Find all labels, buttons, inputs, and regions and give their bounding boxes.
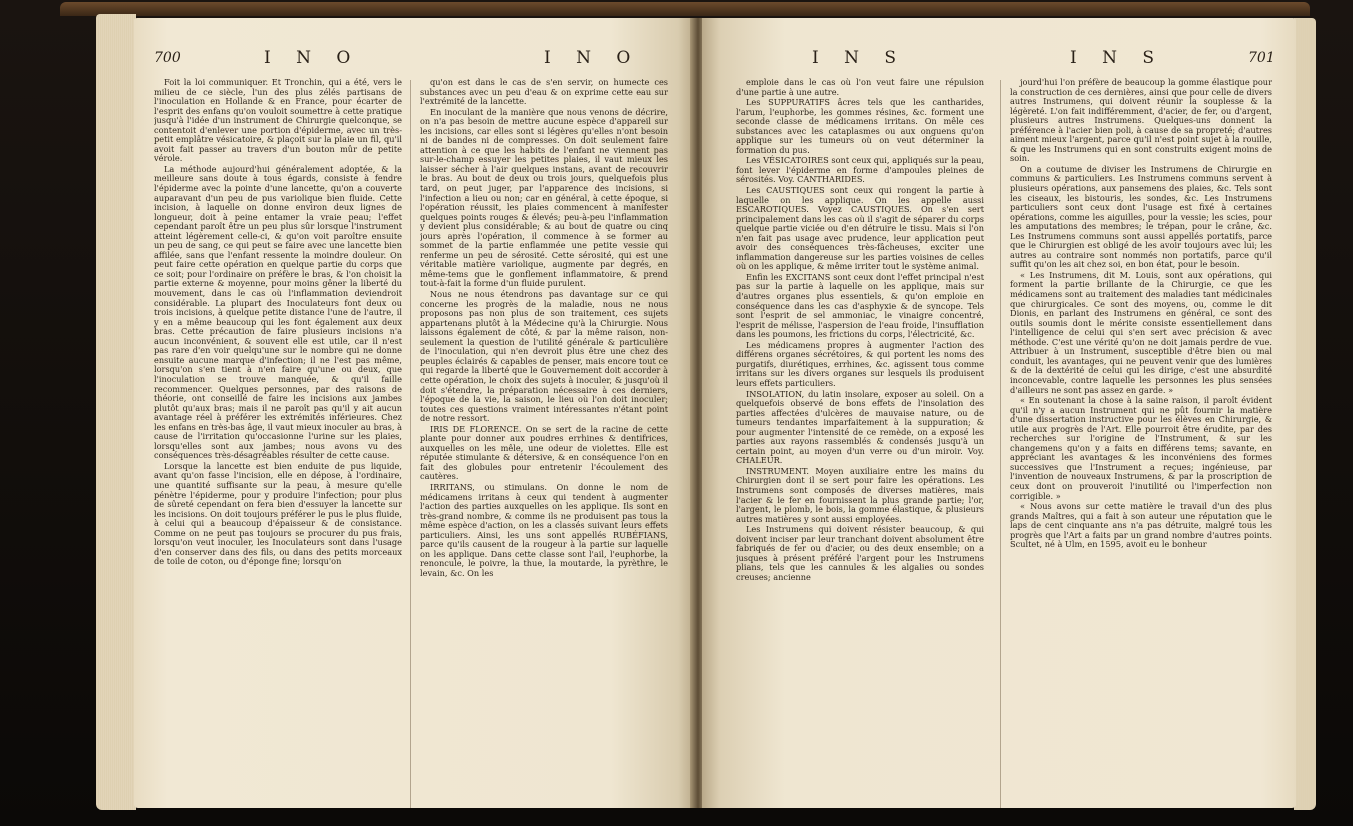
left-column-2 [420, 78, 668, 808]
running-head-left-1: I N O [264, 48, 361, 68]
right-page-header [702, 48, 1296, 70]
paragraph: qu'on est dans le cas de s'en servir, on humecte ces substances avec un peu d'eau & on exprime cette eau sur l'extrémité de la lancette. [420, 78, 668, 107]
running-head-left-2: I N O [544, 48, 641, 68]
paragraph: IRIS DE FLORENCE. On se sert de la racine de cette plante pour donner aux poudres errhines & dentifrices, auxquelles on les mêle, une odeur de violettes. Elle est réputée stimulante & détersive, & en conséquence l'on en fait des globules pour entretenir l'écoulement des cautères. [420, 423, 668, 482]
paragraph: INSTRUMENT. Moyen auxiliaire entre les mains du Chirurgien dont il se sert pour faire les opérations. Les Instrumens sont composés de diverses matières, mais l'acier & le fer en fournissent la plus grande partie; l'or, l'argent, le plomb, le bois, la gomme élastique, & plusieurs autres matières y sont aussi employées. [736, 465, 984, 524]
paragraph: Les CAUSTIQUES sont ceux qui rongent la partie à laquelle on les applique. On les appelle aussi ESCAROTIQUES. Voyez CAUSTIQUES. On s'en sert principalement dans les cas où il s'agit de séparer du corps quelque partie viciée ou d'en détruire le tissu. Mais si l'on n'en fait pas usage avec prudence, leur application peut avoir des conséquences très-fâcheuses, exciter une inflammation dangereuse sur les parties voisines de celles où on les applique, & même irriter tout le système animal. [736, 185, 984, 272]
paragraph: « Les Instrumens, dit M. Louis, sont aux opérations, qui forment la partie brillante de la Chirurgie, ce que les médicamens sont au traitement des maladies tant médicinales que chirurgicales. Ce sont des moyens, ou, comme le dit Dionis, en parlant des Instrumens en général, ce sont des outils soumis dont le mérite consiste essentiellement dans l'intelligence de celui qui s'en sert avec précision & avec méthode. C'est une vérité qu'on ne doit jamais perdre de vue. Attribuer à un Instrument, susceptible d'être bien ou mal conduit, les avantages, qui ne peuvent venir que des lumières & de la dextérité de celui qui les dirige, c'est une absurdité inconcevable, contre laquelle les personnes les plus sensées d'ailleurs ne sont pas assez en garde. » [1010, 269, 1272, 395]
paragraph: Les SUPPURATIFS âcres tels que les cantharides, l'arum, l'euphorbe, les gommes résines, &c. forment une seconde classe de médicamens irritans. On mêle ces substances avec les cataplasmes ou aux onguens qu'on applique sur les tumeurs où on veut déterminer la formation du pus. [736, 97, 984, 155]
running-head-right-1: I N S [812, 48, 907, 68]
left-column-1 [154, 78, 402, 808]
paragraph: En inoculant de la manière que nous venons de décrire, on n'a pas besoin de mettre aucune espèce d'appareil sur les incisions, car elles sont si légères qu'elles n'ont besoin ni de bandes ni de compresses. On doit seulement faire attention à ce que les habits de l'enfant ne viennent pas sur-le-champ essuyer les petites plaies, il vaut mieux les laisser sécher à l'air quelques instans, avant de recouvrir le bras. Au bout de deux ou trois jours, quelquefois plus tard, on peut juger, par l'apparence des incisions, si l'infection a lieu ou non; car en général, à cette époque, si l'opération réussit, les plaies commencent à manifester quelques points rouges & élevés; peu-à-peu l'inflammation y devient plus considérable; & au bout de quatre ou cinq jours après l'opération, il commence à se former au sommet de la partie enflammée une petite vessie qui renferme un peu de sérosité. Cette sérosité, qui est une véritable matière variolique, augmente par degrés, en même-tems que le gonflement inflammatoire, & prend tout-à-fait la forme d'un fluide purulent. [420, 106, 668, 289]
running-head-right-2: I N S [1070, 48, 1165, 68]
column-rule-left [410, 80, 411, 808]
paragraph: Lorsque la lancette est bien enduite de pus liquide, avant qu'on fasse l'incision, elle en dépose, à l'ordinaire, une quantité suffisante sur la peau, à mesure qu'elle pénètre l'épiderme, pour y produire l'infection; pour plus de sûreté cependant on fera bien d'essuyer la lancette sur les incisions. On doit toujours préférer le pus le plus fluide, à celui qui a beaucoup d'épaisseur & de consistance. Comme on ne peut pas toujours se procurer du pus frais, lorsqu'on veut inoculer, les Inoculateurs sont dans l'usage d'en conserver dans des fils, ou dans des petits morceaux de toile de coton, ou d'éponge fine; lorsqu'on [154, 460, 402, 567]
left-page-stack [96, 14, 136, 810]
right-column-1 [736, 78, 984, 808]
paragraph: jourd'hui l'on préfère de beaucoup la gomme élastique pour la construction de ces dernières, ainsi que pour celle de divers autres Instrumens, qui doivent réunir la souplesse & la légèreté. L'on fait indifféremment, d'acier, de fer, ou d'argent, plusieurs autres Instrumens. Quelques-uns donnent la préférence à l'acier bien poli, à cause de sa propreté; d'autres aiment mieux l'argent, parce qu'il n'est point sujet à la rouille, & que les Instrumens qui en sont construits exigent moins de soin. [1010, 78, 1272, 164]
book-cover-edge [60, 2, 1310, 16]
paragraph: Les Instrumens qui doivent résister beaucoup, & qui doivent inciser par leur tranchant doivent absolument être fabriqués de fer ou d'acier, ou des deux ensemble; on a jusques à présent préféré l'argent pour les Instrumens plians, tels que les cannules & les algalies ou sondes creuses; ancienne [736, 524, 984, 582]
page-number-right: 701 [1248, 50, 1275, 66]
paragraph: Les médicamens propres à augmenter l'action des différens organes sécrétoires, & qui portent les noms des purgatifs, diurétiques, errhines, &c. agissent tous comme irritans sur les divers organes sur lesquels ils produisent leurs effets particuliers. [736, 339, 984, 388]
right-column-2 [1010, 78, 1272, 808]
page-number-left: 700 [154, 50, 181, 66]
paragraph: La méthode aujourd'hui généralement adoptée, & la meilleure sans doute à tous égards, consiste à fendre l'épiderme avec la pointe d'une lancette, qu'on a couverte auparavant d'un peu de pus variolique bien fluide. Cette incision, à laquelle on donne environ deux lignes de longueur, doit à peine entamer la vraie peau; l'effet cependant paroît être un peu plus sûr lorsque l'instrument atteint légèrement celle-ci, & qu'on voit paroître ensuite un peu de sang, ce qui peut se faire avec une lancette bien affilée, sans que l'enfant ressente la moindre douleur. On peut faire cette opération en quelque partie du corps que ce soit; pour l'ordinaire on préfère le bras, & l'on choisit la partie externe & moyenne, pour moins gêner la liberté du mouvement, dans le cas où l'inflammation deviendroit considérable. La plupart des Inoculateurs font deux ou trois incisions, à quelque petite distance l'une de l'autre, il y en a même beaucoup qui les font également aux deux bras. Cette précaution de faire plusieurs incisions n'a aucun inconvénient, & souvent elle est utile, car il n'est pas rare d'en voir quelqu'une sur le nombre qui ne donne ensuite aucune marque d'infection; il ne l'est pas même, lorsqu'on s'en tient à n'en faire qu'une ou deux, que l'inoculation se trouve manquée, & qu'il faille recommencer. Quelques personnes, par des raisons de théorie, ont conseillé de faire les incisions aux jambes plutôt qu'aux bras; mais il ne paroît pas qu'il y ait aucun avantage réel à préférer les extrémités inférieures. Chez les enfans en très-bas âge, il vaut mieux inoculer au bras, à cause de l'irritation qu'occasionne l'urine sur les plaies, lorsqu'elles sont aux jambes; nous avons vu des conséquences très-désagréables résulter de cette cause. [154, 163, 402, 461]
left-page-header [134, 48, 695, 70]
right-page-stack [1294, 18, 1316, 810]
paragraph: emploie dans le cas où l'on veut faire une répulsion d'une partie à une autre. [736, 78, 984, 97]
paragraph: Foit la loi communiquer. Et Tronchin, qui a été, vers le milieu de ce siècle, l'un des plus zélés partisans de l'inoculation en Hollande & en France, pour écarter de l'esprit des enfans qu'on vouloit soumettre à cette pratique jusqu'à l'idée d'un instrument de Chirurgie quelconque, se contentoit d'enlever une portion d'épiderme, avec un très-petit emplâtre vésicatoire, & plaçoit sur la plaie un fil, qu'il avoit fait passer au travers d'un bouton mûr de petite vérole. [154, 78, 402, 164]
paragraph: « En soutenant la chose à la saine raison, il paroît évident qu'il n'y a aucun Instrument qui ne pût fournir la matière d'une dissertation instructive pour les élèves en Chirurgie, & utile aux progrès de l'Art. Elle pourroit être érudite, par des recherches sur l'origine de l'Instrument, & sur les changemens qu'on y a faits en différens tems; savante, en appréciant les avantages & les inconvéniens des formes successives que l'Instrument a reçues; ingénieuse, par l'invention de nouveaux Instrumens, & par la proscription de ceux dont on prouveroit l'inutilité ou l'imperfection non corrigible. » [1010, 395, 1272, 501]
paragraph: IRRITANS, ou stimulans. On donne le nom de médicamens irritans à ceux qui tendent à augmenter l'action des parties auxquelles on les applique. Ils sont en très-grand nombre, & comme ils ne produisent pas tous la même espèce d'action, on les a classés suivant leurs effets particuliers. Ainsi, les uns sont appellés RUBÉFIANS, parce qu'ils causent de la rougeur à la partie sur laquelle on les applique. Dans cette classe sont l'ail, l'euphorbe, la renoncule, le poivre, la thue, la moutarde, la pyrèthre, le levain, &c. On les [420, 481, 668, 578]
right-page [702, 18, 1296, 808]
paragraph: Les VÉSICATOIRES sont ceux qui, appliqués sur la peau, font lever l'épiderme en forme d'ampoules pleines de sérosités. Voy. CANTHARIDES. [736, 155, 984, 185]
paragraph: Enfin les EXCITANS sont ceux dont l'effet principal n'est pas sur la partie à laquelle on les applique, mais sur d'autres organes plus essentiels, & qu'on emploie en conséquence dans les cas d'asphyxie & de syncope. Tels sont l'esprit de sel ammoniac, le vinaigre concentré, l'esprit de mélisse, l'aspersion de l'eau froide, l'insufflation dans les poumons, les frictions du corps, l'électricité, &c. [736, 271, 984, 340]
paragraph: INSOLATION, du latin insolare, exposer au soleil. On a quelquefois observé de bons effets de l'insolation des parties affectées d'ulcères de mauvaise nature, ou de tumeurs tendantes imparfaitement à la suppuration; & pour augmenter l'intensité de ce remède, on a exposé les parties aux rayons rassemblés & condensés jusqu'à un certain point, au moyen d'un verre ou d'un miroir. Voy. CHALEUR. [736, 388, 984, 466]
paragraph: On a coutume de diviser les Instrumens de Chirurgie en communs & particuliers. Les Instrumens communs servent à plusieurs opérations, aux pansemens des plaies, &c. Tels sont les ciseaux, les bistouris, les sondes, &c. Les Instrumens particuliers sont ceux dont l'usage est fixé à certaines opérations, comme les aiguilles, pour la vessie; les scies, pour les amputations des membres; le trépan, pour le crâne, &c. Les Instrumens communs sont aussi appellés portatifs, parce que le Chirurgien est obligé de les avoir toujours avec lui; les autres au contraire sont nommés non portatifs, parce qu'il suffit qu'on les ait chez soi, en bon état, pour le besoin. [1010, 163, 1272, 270]
paragraph: Nous ne nous étendrons pas davantage sur ce qui concerne les progrès de la maladie, nous ne nous proposons pas non plus de son traitement, ces sujets appartenans plutôt à la Médecine qu'à la Chirurgie. Nous laissons également de côté, & par la même raison, non-seulement la question de l'utilité générale & particulière de l'inoculation, qui n'en devroit plus être une chez des peuples éclairés & capables de penser, mais encore tout ce qui regarde la liberté que le Gouvernement doit accorder à cette opération, le choix des sujets à inoculer, & jusqu'où il doit s'étendre, la préparation nécessaire à ces derniers, l'époque de la vie, la saison, le lieu où l'on doit inoculer; toutes ces questions vraiment intéressantes n'étant point de notre ressort. [420, 289, 668, 424]
column-rule-right [1000, 80, 1001, 808]
left-page [134, 18, 695, 808]
paragraph: « Nous avons sur cette matière le travail d'un des plus grands Maîtres, qui a fait à son auteur une réputation que le laps de cent cinquante ans n'a pas détruite, malgré tous les progrès que l'Art a faits par un grand nombre d'autres points. Scultet, né à Ulm, en 1595, avoit eu le bonheur [1010, 501, 1272, 550]
